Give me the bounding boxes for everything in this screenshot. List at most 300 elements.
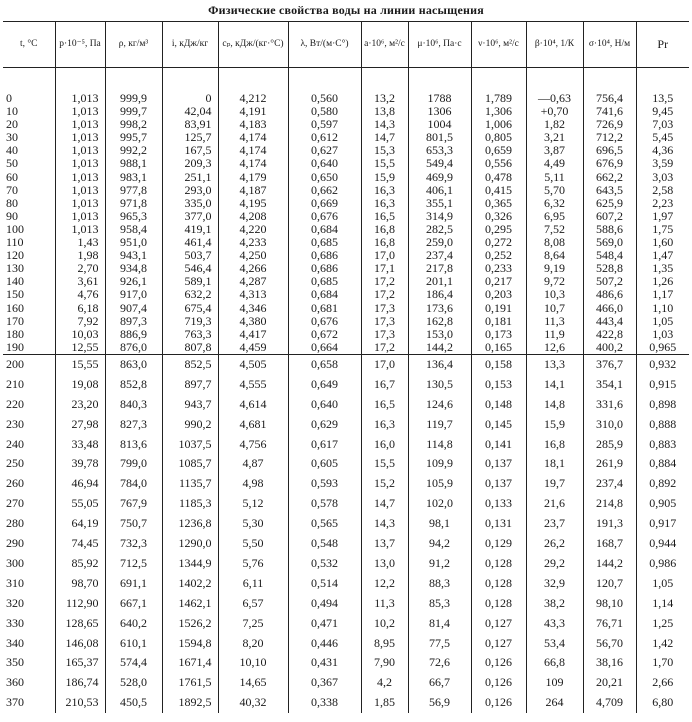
- table-cell: 0,684: [288, 288, 361, 301]
- table-cell: 807,8: [162, 341, 218, 355]
- table-cell: 2,23: [652, 195, 674, 210]
- table-cell: 0,676: [288, 315, 361, 328]
- table-cell: 4,417: [218, 328, 288, 341]
- table-cell: 29,2: [526, 554, 583, 574]
- table-cell: 167,5: [162, 144, 218, 157]
- table-cell: 1236,8: [162, 514, 218, 534]
- table-cell: 144,2: [408, 341, 471, 355]
- table-cell: 19,7: [526, 474, 583, 494]
- table-cell: 0,681: [288, 302, 361, 315]
- table-cell: 16,8: [526, 435, 583, 455]
- table-cell: 90: [3, 210, 55, 223]
- table-cell: 653,3: [408, 144, 471, 157]
- table-row: [3, 653, 689, 673]
- table-cell: 15,5: [361, 454, 408, 474]
- table-cell: 958,4: [105, 223, 162, 236]
- header-cell: a·10⁶, м²/с: [361, 22, 408, 68]
- table-cell: 767,9: [105, 494, 162, 514]
- table-cell: 1,98: [55, 249, 105, 262]
- table-cell: 7,92: [55, 315, 105, 328]
- table-cell: 0,494: [288, 594, 361, 614]
- table-cell: 799,0: [105, 454, 162, 474]
- table-cell: 14,65: [218, 673, 288, 693]
- table-cell: 549,4: [408, 157, 471, 170]
- table-cell: 876,0: [105, 341, 162, 355]
- table-cell: 4,380: [218, 315, 288, 328]
- table-cell: 1,35: [652, 261, 674, 276]
- table-row: [3, 302, 689, 315]
- table-cell: 210,53: [55, 693, 105, 713]
- table-cell: 813,6: [105, 435, 162, 455]
- table-cell: 1526,2: [162, 614, 218, 634]
- table-cell: 4,505: [218, 354, 288, 374]
- table-cell: 3,59: [652, 156, 674, 171]
- table-cell: 64,19: [55, 514, 105, 534]
- table-cell: 574,4: [105, 653, 162, 673]
- table-cell: 76,71: [583, 614, 636, 634]
- table-cell: 17,3: [361, 328, 408, 341]
- table-cell: 1,013: [55, 184, 105, 197]
- table-cell: 17,0: [361, 354, 408, 374]
- table-cell: 4,179: [218, 171, 288, 184]
- table-cell: 210: [3, 375, 55, 395]
- table-cell: —0,63: [526, 92, 583, 105]
- table-cell: 72,6: [408, 653, 471, 673]
- table-cell: 17,2: [361, 341, 408, 355]
- table-cell: 12,55: [55, 341, 105, 355]
- table-cell: 696,5: [583, 144, 636, 157]
- table-cell: 130,5: [408, 375, 471, 395]
- table-cell: 1,013: [55, 144, 105, 157]
- table-cell: 165,37: [55, 653, 105, 673]
- table-cell: 1788: [408, 92, 471, 105]
- table-cell: 0,578: [288, 494, 361, 514]
- table-row: [3, 494, 689, 514]
- table-cell: 200: [3, 354, 55, 374]
- table-cell: 220: [3, 395, 55, 415]
- table-row: [3, 223, 689, 236]
- table-cell: 1185,3: [162, 494, 218, 514]
- table-cell: 0,446: [288, 634, 361, 654]
- table-cell: 11,9: [526, 328, 583, 341]
- table-cell: 1,013: [55, 197, 105, 210]
- table-cell: 784,0: [105, 474, 162, 494]
- table-cell: 310: [3, 574, 55, 594]
- table-cell: 331,6: [583, 395, 636, 415]
- table-cell: 190: [3, 341, 55, 355]
- table-cell: 422,8: [583, 328, 636, 341]
- table-cell: 4,555: [218, 375, 288, 395]
- table-cell: 370: [3, 693, 55, 713]
- table-cell: 259,0: [408, 236, 471, 249]
- table-cell: 0,532: [288, 554, 361, 574]
- table-cell: 1,013: [55, 105, 105, 118]
- table-cell: 19,08: [55, 375, 105, 395]
- table-row: [3, 554, 689, 574]
- table-cell: 285,9: [583, 435, 636, 455]
- table-cell: 10,7: [526, 302, 583, 315]
- table-cell: 9,19: [526, 262, 583, 275]
- table-cell: 0,141: [471, 435, 526, 455]
- table-cell: 0,898: [649, 396, 677, 411]
- table-cell: 9,45: [652, 104, 674, 119]
- table-row: [3, 249, 689, 262]
- table-cell: 676,9: [583, 157, 636, 170]
- table-cell: 13,7: [361, 534, 408, 554]
- table-cell: 1,97: [652, 208, 674, 223]
- table-cell: 0,676: [288, 210, 361, 223]
- table-cell: 125,7: [162, 131, 218, 144]
- table-cell: 18,1: [526, 454, 583, 474]
- table-cell: 0,986: [649, 555, 677, 570]
- table-cell: 0,173: [471, 328, 526, 341]
- table-cell: 100: [3, 223, 55, 236]
- table-cell: 4,191: [218, 105, 288, 118]
- header-cell: λ, Вт/(м·С°): [288, 22, 361, 68]
- table-cell: 6,32: [526, 197, 583, 210]
- table-cell: 977,8: [105, 184, 162, 197]
- table-cell: 0,597: [288, 118, 361, 131]
- table-cell: 569,0: [583, 236, 636, 249]
- table-cell: 4,2: [361, 673, 408, 693]
- table-cell: 354,1: [583, 375, 636, 395]
- table-cell: 4,681: [218, 415, 288, 435]
- table-cell: 56,9: [408, 693, 471, 713]
- table-cell: 33,48: [55, 435, 105, 455]
- table-cell: 191,3: [583, 514, 636, 534]
- table-cell: 6,11: [218, 574, 288, 594]
- table-cell: 0,133: [471, 494, 526, 514]
- table-row: [3, 454, 689, 474]
- table-cell: 237,4: [408, 249, 471, 262]
- table-cell: 17,0: [361, 249, 408, 262]
- table-cell: 14,3: [361, 514, 408, 534]
- table-cell: 15,3: [361, 144, 408, 157]
- table-cell: 109: [526, 673, 583, 693]
- table-cell: 98,10: [583, 594, 636, 614]
- table-cell: 5,70: [526, 184, 583, 197]
- table-cell: 1,17: [652, 287, 674, 302]
- table-cell: 0,565: [288, 514, 361, 534]
- table-cell: 450,5: [105, 693, 162, 713]
- table-cell: 1402,2: [162, 574, 218, 594]
- table-cell: 667,1: [105, 594, 162, 614]
- table-cell: 0,128: [471, 554, 526, 574]
- table-cell: 0,593: [288, 474, 361, 494]
- table-cell: 8,95: [361, 634, 408, 654]
- table-cell: 53,4: [526, 634, 583, 654]
- table-cell: 528,8: [583, 262, 636, 275]
- table-cell: 12,2: [361, 574, 408, 594]
- table-cell: 26,2: [526, 534, 583, 554]
- table-cell: 1,013: [55, 92, 105, 105]
- table-cell: 0,367: [288, 673, 361, 693]
- table-cell: 15,9: [526, 415, 583, 435]
- table-cell: 209,3: [162, 157, 218, 170]
- table-cell: 0,932: [636, 354, 689, 374]
- table-cell: 17,1: [361, 262, 408, 275]
- table-cell: 14,7: [361, 131, 408, 144]
- table-cell: 1,10: [652, 300, 674, 315]
- table-cell: 0,669: [288, 197, 361, 210]
- table-cell: 965,3: [105, 210, 162, 223]
- table-row: [3, 415, 689, 435]
- table-cell: 5,50: [218, 534, 288, 554]
- table-cell: 0,605: [288, 454, 361, 474]
- table-cell: 15,55: [55, 354, 105, 374]
- table-cell: 330: [3, 614, 55, 634]
- table-cell: 486,6: [583, 288, 636, 301]
- table-cell: 886,9: [105, 328, 162, 341]
- table-cell: 907,4: [105, 302, 162, 315]
- table-row: [3, 131, 689, 144]
- table-cell: 1,70: [652, 655, 674, 670]
- table-cell: 10,3: [526, 288, 583, 301]
- table-cell: 10,03: [55, 328, 105, 341]
- table-cell: 16,3: [361, 415, 408, 435]
- table-cell: 1462,1: [162, 594, 218, 614]
- table-cell: 136,4: [408, 354, 471, 374]
- table-cell: 13,5: [652, 91, 674, 105]
- table-cell: 376,7: [583, 354, 636, 374]
- table-cell: 0,326: [471, 210, 526, 223]
- table-cell: 0,131: [471, 514, 526, 534]
- table-cell: 406,1: [408, 184, 471, 197]
- table-cell: 1,25: [652, 615, 674, 630]
- table-cell: 400,2: [583, 341, 636, 355]
- table-cell: 0,965: [649, 339, 677, 354]
- table-cell: 6,80: [652, 695, 674, 710]
- table-row: [3, 395, 689, 415]
- table-row: [3, 354, 689, 374]
- table-cell: 17,3: [361, 302, 408, 315]
- table-cell: 38,2: [526, 594, 583, 614]
- table-cell: 9,72: [526, 275, 583, 288]
- table-cell: 0,233: [471, 262, 526, 275]
- table-cell: 77,5: [408, 634, 471, 654]
- table-cell: 4,174: [218, 131, 288, 144]
- table-cell: 852,5: [162, 354, 218, 374]
- table-cell: 16,7: [361, 375, 408, 395]
- table-cell: 4,76: [55, 288, 105, 301]
- table-row: [3, 144, 689, 157]
- table-cell: 0,181: [471, 315, 526, 328]
- table-cell: 610,1: [105, 634, 162, 654]
- table-cell: 548,4: [583, 249, 636, 262]
- table-cell: 46,94: [55, 474, 105, 494]
- header-cell: ρ, кг/м³: [105, 22, 162, 68]
- table-cell: 230: [3, 415, 55, 435]
- table-cell: 0,165: [471, 341, 526, 355]
- table-cell: 589,1: [162, 275, 218, 288]
- table-cell: 10,10: [218, 653, 288, 673]
- table-cell: 528,0: [105, 673, 162, 693]
- table-body: [3, 68, 689, 714]
- table-cell: 56,70: [583, 634, 636, 654]
- table-row: [3, 328, 689, 341]
- table-cell: 153,0: [408, 328, 471, 341]
- table-cell: 310,0: [583, 415, 636, 435]
- table-cell: 293,0: [162, 184, 218, 197]
- table-cell: 0,431: [288, 653, 361, 673]
- table-cell: 162,8: [408, 315, 471, 328]
- table-row: [3, 534, 689, 554]
- table-cell: 0,153: [471, 375, 526, 395]
- table-row: [3, 171, 689, 184]
- table-cell: 350: [3, 653, 55, 673]
- table-cell: 340: [3, 634, 55, 654]
- table-cell: 102,0: [408, 494, 471, 514]
- table-row: [3, 197, 689, 210]
- header-cell: ν·10⁶, м²/с: [471, 22, 526, 68]
- table-row: [3, 634, 689, 654]
- table-cell: 443,4: [583, 315, 636, 328]
- table-row: [3, 474, 689, 494]
- table-cell: 13,0: [361, 554, 408, 574]
- table-cell: 4,87: [218, 454, 288, 474]
- table-cell: 120,7: [583, 574, 636, 594]
- table-cell: 1,75: [652, 221, 674, 236]
- table-row: [3, 594, 689, 614]
- table-row: [3, 118, 689, 131]
- table-cell: 5,11: [526, 171, 583, 184]
- table-cell: 4,174: [218, 157, 288, 170]
- table-cell: 42,04: [162, 105, 218, 118]
- table-cell: 94,2: [408, 534, 471, 554]
- table-cell: 801,5: [408, 131, 471, 144]
- table-cell: 260: [3, 474, 55, 494]
- table-cell: 201,1: [408, 275, 471, 288]
- table-cell: 13,8: [361, 105, 408, 118]
- table-cell: 16,3: [361, 184, 408, 197]
- table-cell: 0,888: [649, 416, 677, 431]
- table-cell: 0,883: [649, 436, 677, 451]
- table-cell: 1,47: [652, 248, 674, 263]
- table-cell: 109,9: [408, 454, 471, 474]
- table-cell: 261,9: [583, 454, 636, 474]
- table-cell: 186,74: [55, 673, 105, 693]
- table-cell: 712,2: [583, 131, 636, 144]
- table-cell: 119,7: [408, 415, 471, 435]
- table-cell: 98,70: [55, 574, 105, 594]
- table-cell: 240: [3, 435, 55, 455]
- table-cell: 643,5: [583, 184, 636, 197]
- table-cell: 8,64: [526, 249, 583, 262]
- table-cell: 0,685: [288, 275, 361, 288]
- table-cell: 2,58: [652, 182, 674, 197]
- table-cell: 270: [3, 494, 55, 514]
- table-title: Физические свойства воды на линии насыщения: [208, 3, 484, 17]
- header-cell: μ·10⁶, Па·с: [408, 22, 471, 68]
- table-cell: 675,4: [162, 302, 218, 315]
- table-cell: 0,556: [471, 157, 526, 170]
- table-cell: 0,560: [288, 92, 361, 105]
- table-row: [3, 210, 689, 223]
- table-cell: 852,8: [105, 375, 162, 395]
- table-cell: 0,128: [471, 574, 526, 594]
- table-cell: 917,0: [105, 288, 162, 301]
- table-cell: 0,471: [288, 614, 361, 634]
- table-cell: 4,187: [218, 184, 288, 197]
- table-cell: 1892,5: [162, 693, 218, 713]
- table-cell: 1,006: [471, 118, 526, 131]
- table-cell: 990,2: [162, 415, 218, 435]
- table-cell: 0,127: [471, 634, 526, 654]
- table-cell: 320: [3, 594, 55, 614]
- table-cell: 0,137: [471, 474, 526, 494]
- table-cell: 756,4: [583, 92, 636, 105]
- table-cell: 0,627: [288, 144, 361, 157]
- table-cell: 4,459: [218, 341, 288, 355]
- table-cell: 1,789: [471, 92, 526, 105]
- table-cell: 20,21: [583, 673, 636, 693]
- header-cell: σ·10⁴, Н/м: [583, 22, 636, 68]
- table-cell: 1,306: [471, 105, 526, 118]
- table-cell: 3,87: [526, 144, 583, 157]
- table-cell: 934,8: [105, 262, 162, 275]
- table-cell: 0,905: [649, 496, 677, 511]
- table-cell: 999,7: [105, 105, 162, 118]
- table-cell: 0,662: [288, 184, 361, 197]
- table-cell: 1,43: [55, 236, 105, 249]
- table-cell: 16,8: [361, 236, 408, 249]
- table-cell: 66,7: [408, 673, 471, 693]
- table-cell: 6,18: [55, 302, 105, 315]
- table-cell: 40,32: [218, 693, 288, 713]
- table-row: [3, 92, 689, 105]
- table-cell: 943,7: [162, 395, 218, 415]
- table-cell: 0,649: [288, 375, 361, 395]
- table-cell: 217,8: [408, 262, 471, 275]
- table-cell: 85,92: [55, 554, 105, 574]
- table-cell: 5,45: [652, 130, 674, 145]
- table-cell: 1,26: [652, 274, 674, 289]
- table-cell: 1761,5: [162, 673, 218, 693]
- table-row: [3, 341, 689, 355]
- table-cell: 998,2: [105, 118, 162, 131]
- table-cell: 0,617: [288, 435, 361, 455]
- table-cell: 23,7: [526, 514, 583, 534]
- table-cell: 999,9: [105, 92, 162, 105]
- table-cell: 66,8: [526, 653, 583, 673]
- table-cell: 13,3: [526, 354, 583, 374]
- table-cell: 38,16: [583, 653, 636, 673]
- table-cell: 1594,8: [162, 634, 218, 654]
- table-cell: 4,98: [218, 474, 288, 494]
- table-cell: 0,548: [288, 534, 361, 554]
- table-cell: 250: [3, 454, 55, 474]
- table-cell: 0,137: [471, 454, 526, 474]
- table-cell: 0,514: [288, 574, 361, 594]
- table-cell: 995,7: [105, 131, 162, 144]
- table-cell: 11,3: [361, 594, 408, 614]
- table-cell: 80: [3, 197, 55, 210]
- table-cell: 3,61: [55, 275, 105, 288]
- table-row: [3, 435, 689, 455]
- header-row: [3, 22, 689, 68]
- table-cell: 7,25: [218, 614, 288, 634]
- table-cell: 662,2: [583, 171, 636, 184]
- table-cell: 0,126: [471, 653, 526, 673]
- table-cell: 0,640: [288, 157, 361, 170]
- table-cell: 0,478: [471, 171, 526, 184]
- table-row: [3, 105, 689, 118]
- table-cell: 0,684: [288, 223, 361, 236]
- table-cell: 419,1: [162, 223, 218, 236]
- table-row: [3, 574, 689, 594]
- table-row: [3, 315, 689, 328]
- table-cell: 11,3: [526, 315, 583, 328]
